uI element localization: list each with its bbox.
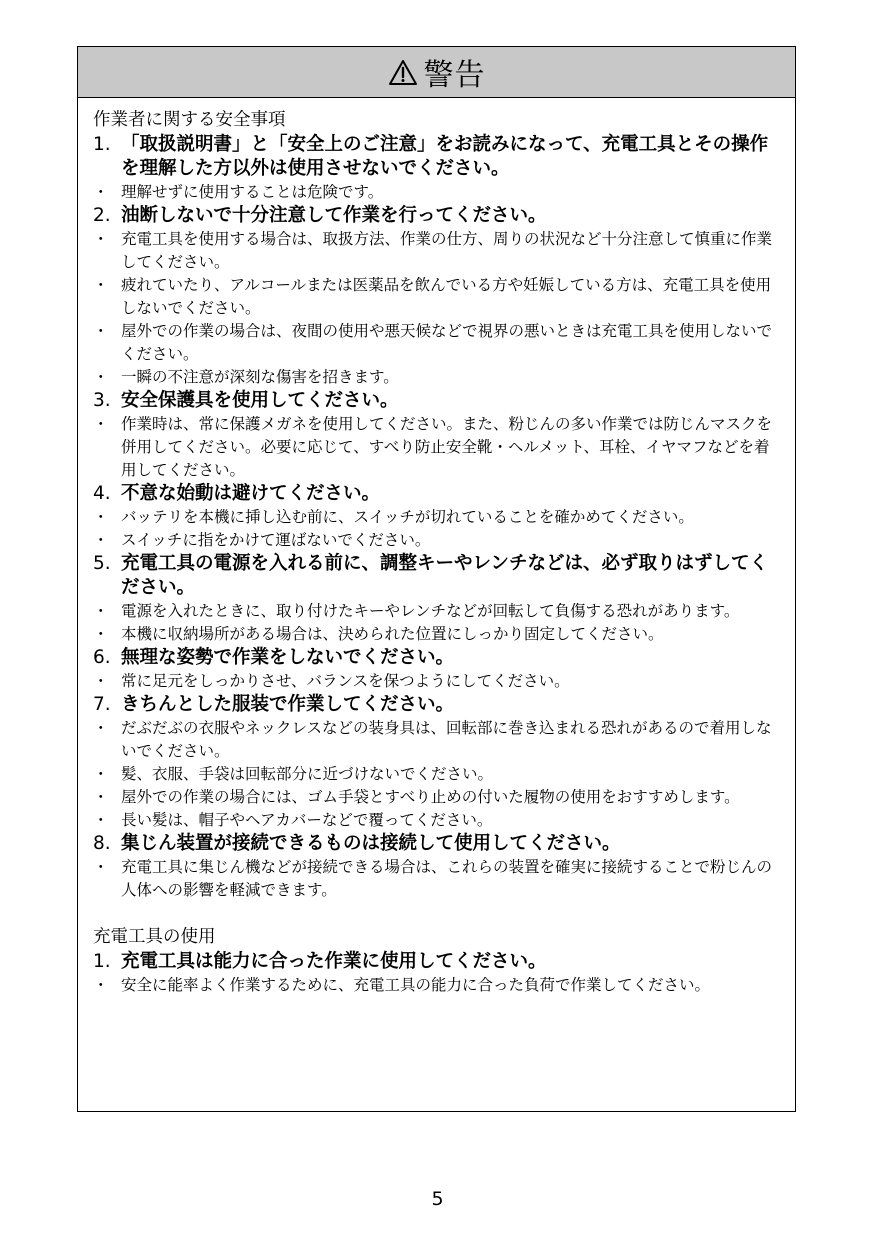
bullet-text: 髪、衣服、手袋は回転部分に近づけないでください。 [121,765,494,783]
item-heading [93,204,777,228]
item-title: 充電工具は能力に合った作業に使用してください。 [121,951,547,972]
bullet-mark: ・ [93,368,109,386]
list-item [93,366,777,389]
bullet-text: 疲れていたり、アルコールまたは医薬品を飲んでいる方や妊娠している方は、充電工具を使用しないでください。 [121,276,772,317]
bullet-text: だぶだぶの衣服やネックレスなどの装身具は、回転部に巻き込まれる恐れがあるので着用しないでください。 [121,719,772,760]
bullet-mark: ・ [93,719,109,737]
item-title: 安全保護具を使用してください。 [121,390,399,411]
list-item [93,529,777,552]
bullet-mark: ・ [93,322,109,340]
bullet-mark: ・ [93,765,109,783]
bullet-text: 常に足元をしっかりさせ、バランスを保つようにしてください。 [121,672,570,690]
list-item [93,623,777,646]
bullet-mark: ・ [93,183,109,201]
item-heading [93,693,777,717]
bullet-text: 作業時は、常に保護メガネを使用してください。また、粉じんの多い作業では防じんマスクを併用してください。必要に応じて、すべり防止安全靴・ヘルメット、耳栓、イヤマフなどを着用してください。 [121,415,773,479]
list-item [93,320,777,366]
item-number: 1. [93,951,111,972]
item-title: 油断しないで十分注意して作業を行ってください。 [121,205,547,226]
item-heading [93,646,777,670]
item-heading [93,950,777,974]
list-item [93,600,777,623]
item-title: 不意な始動は避けてください。 [121,483,381,504]
bullet-text: 理解せずに使用することは危険です。 [121,183,384,201]
list-item [93,786,777,809]
bullet-text: バッテリを本機に挿し込む前に、スイッチが切れていることを確かめてください。 [121,508,694,526]
item-heading [93,482,777,506]
item-number: 7. [93,694,111,715]
warning-content [78,98,795,997]
list-item [93,670,777,693]
bullet-text: 本機に収納場所がある場合は、決められた位置にしっかり固定してください。 [121,625,664,643]
bullet-text: 充電工具を使用する場合は、取扱方法、作業の仕方、周りの状況など十分注意して慎重に作業してください。 [121,230,773,271]
bullet-text: 充電工具に集じん機などが接続できる場合は、これらの装置を確実に接続することで粉じんの人体への影響を軽減できます。 [121,858,773,899]
page-number: 5 [431,1188,444,1210]
list-item [93,763,777,786]
bullet-mark: ・ [93,415,109,433]
bullet-mark: ・ [93,672,109,690]
bullet-mark: ・ [93,508,109,526]
list-item [93,506,777,529]
bullet-mark: ・ [93,602,109,620]
bullet-text: 屋外での作業の場合には、ゴム手袋とすべり止めの付いた履物の使用をおすすめします。 [121,788,740,806]
item-number: 8. [93,833,111,854]
bullet-mark: ・ [93,230,109,248]
section-title: 充電工具の使用 [93,927,216,947]
warning-triangle-icon [388,59,418,86]
list-item [93,856,777,902]
section [93,924,777,997]
bullet-mark: ・ [93,788,109,806]
bullet-mark: ・ [93,811,109,829]
item-title: 集じん装置が接続できるものは接続して使用してください。 [121,833,621,854]
item-heading [93,832,777,856]
item-number: 6. [93,647,111,668]
section [93,107,777,902]
bullet-text: 長い髪は、帽子やヘアカバーなどで覆ってください。 [121,811,493,829]
list-item [93,809,777,832]
item-number: 5. [93,553,111,574]
item-title: 充電工具の電源を入れる前に、調整キーやレンチなどは、必ず取りはずしてください。 [121,553,769,598]
item-heading [93,389,777,413]
item-title: 「取扱説明書」と「安全上のご注意」をお読みになって、充電工具とその操作を理解した方以外は使用させないでください。 [121,134,769,179]
warning-title: 警告 [423,58,486,93]
bullet-text: 安全に能率よく作業するために、充電工具の能力に合った負荷で作業してください。 [121,976,711,994]
list-item [93,974,777,997]
bullet-text: スイッチに指をかけて運ばないでください。 [121,531,431,549]
warning-box [77,46,796,1112]
bullet-mark: ・ [93,976,109,994]
bullet-text: 屋外での作業の場合は、夜間の使用や悪天候などで視界の悪いときは充電工具を使用しないでください。 [121,322,773,363]
item-number: 2. [93,205,111,226]
bullet-mark: ・ [93,276,109,294]
list-item [93,228,777,274]
item-heading [93,133,777,181]
bullet-text: 電源を入れたときに、取り付けたキーやレンチなどが回転して負傷する恐れがあります。 [121,602,740,620]
item-number: 1. [93,134,111,155]
bullet-text: 一瞬の不注意が深刻な傷害を招きます。 [121,368,399,386]
bullet-mark: ・ [93,858,109,876]
item-title: 無理な姿勢で作業をしないでください。 [121,647,455,668]
warning-header [78,47,795,98]
item-title: きちんとした服装で作業してください。 [121,694,455,715]
list-item [93,717,777,763]
item-number: 3. [93,390,111,411]
bullet-mark: ・ [93,531,109,549]
list-item [93,413,777,482]
item-number: 4. [93,483,111,504]
section-title: 作業者に関する安全事項 [93,110,286,130]
list-item [93,181,777,204]
item-heading [93,552,777,600]
bullet-mark: ・ [93,625,109,643]
list-item [93,274,777,320]
